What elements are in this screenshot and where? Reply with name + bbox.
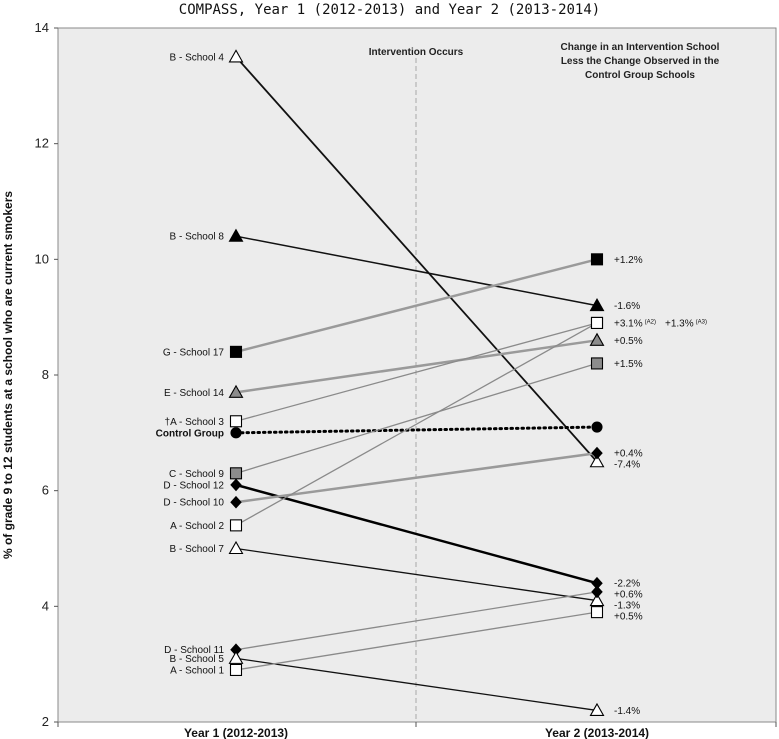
change-label: -1.4%: [614, 705, 641, 717]
change-header-line: Control Group Schools: [585, 70, 695, 81]
x-category-label: Year 1 (2012-2013): [183, 726, 289, 739]
data-point: [231, 468, 242, 479]
y-tick-label: 14: [34, 20, 49, 35]
data-point: [592, 254, 603, 265]
chart-title: COMPASS, Year 1 (2012-2013) and Year 2 (2013-2014): [178, 2, 601, 18]
series-label: G - School 17: [162, 347, 224, 359]
data-point: [231, 520, 242, 531]
change-label: +3.1% $^{(A2)}$ +1.3% $^{(A3)}$: [614, 318, 707, 330]
change-header-line: Change in an Intervention School: [560, 42, 720, 53]
series-label: D - School 12: [163, 480, 224, 492]
change-label: -7.4%: [614, 459, 641, 471]
data-point: [592, 317, 603, 328]
plot-area: [58, 28, 776, 722]
series-label: B - School 8: [169, 231, 224, 243]
change-label: +0.5%: [614, 335, 643, 347]
y-axis-label: % of grade 9 to 12 students at a school who are current smokers: [1, 190, 15, 560]
data-point: [231, 428, 241, 438]
series-label: †A - School 3: [164, 416, 224, 428]
data-point: [592, 358, 603, 369]
change-header-line: Less the Change Observed in the: [560, 56, 720, 67]
series-label: B - School 4: [169, 52, 224, 64]
series-label: Control Group: [155, 428, 224, 440]
change-label: -1.6%: [614, 301, 641, 313]
y-tick-label: 10: [34, 251, 49, 267]
series-label: B - School 5: [169, 653, 224, 665]
change-label: +0.6%: [614, 589, 643, 601]
x-category-label: Year 2 (2013-2014): [544, 726, 650, 739]
series-label: A - School 2: [170, 520, 224, 532]
series-label: C - School 9: [168, 468, 224, 480]
change-label: +1.5%: [614, 358, 643, 370]
y-tick-label: 4: [41, 598, 49, 614]
change-label: +0.4%: [614, 448, 643, 460]
change-label: +0.5%: [614, 611, 643, 623]
y-tick-label: 6: [41, 482, 49, 498]
data-point: [592, 607, 603, 618]
series-label: A - School 1: [170, 665, 224, 677]
y-tick-label: 2: [41, 714, 49, 729]
series-label: D - School 11: [164, 645, 224, 657]
data-point: [231, 664, 242, 675]
data-point: [592, 422, 602, 432]
data-point: [231, 416, 242, 427]
change-label: -2.2%: [614, 578, 641, 590]
series-label: E - School 14: [163, 387, 224, 399]
data-point: [231, 346, 242, 357]
y-tick-label: 8: [41, 367, 49, 382]
intervention-label: Intervention Occurs: [368, 47, 464, 58]
change-label: -1.3%: [614, 600, 641, 612]
change-label: +1.2%: [614, 254, 643, 266]
series-label: D - School 10: [163, 497, 224, 509]
series-label: B - School 7: [169, 544, 224, 555]
y-tick-label: 12: [34, 135, 49, 151]
